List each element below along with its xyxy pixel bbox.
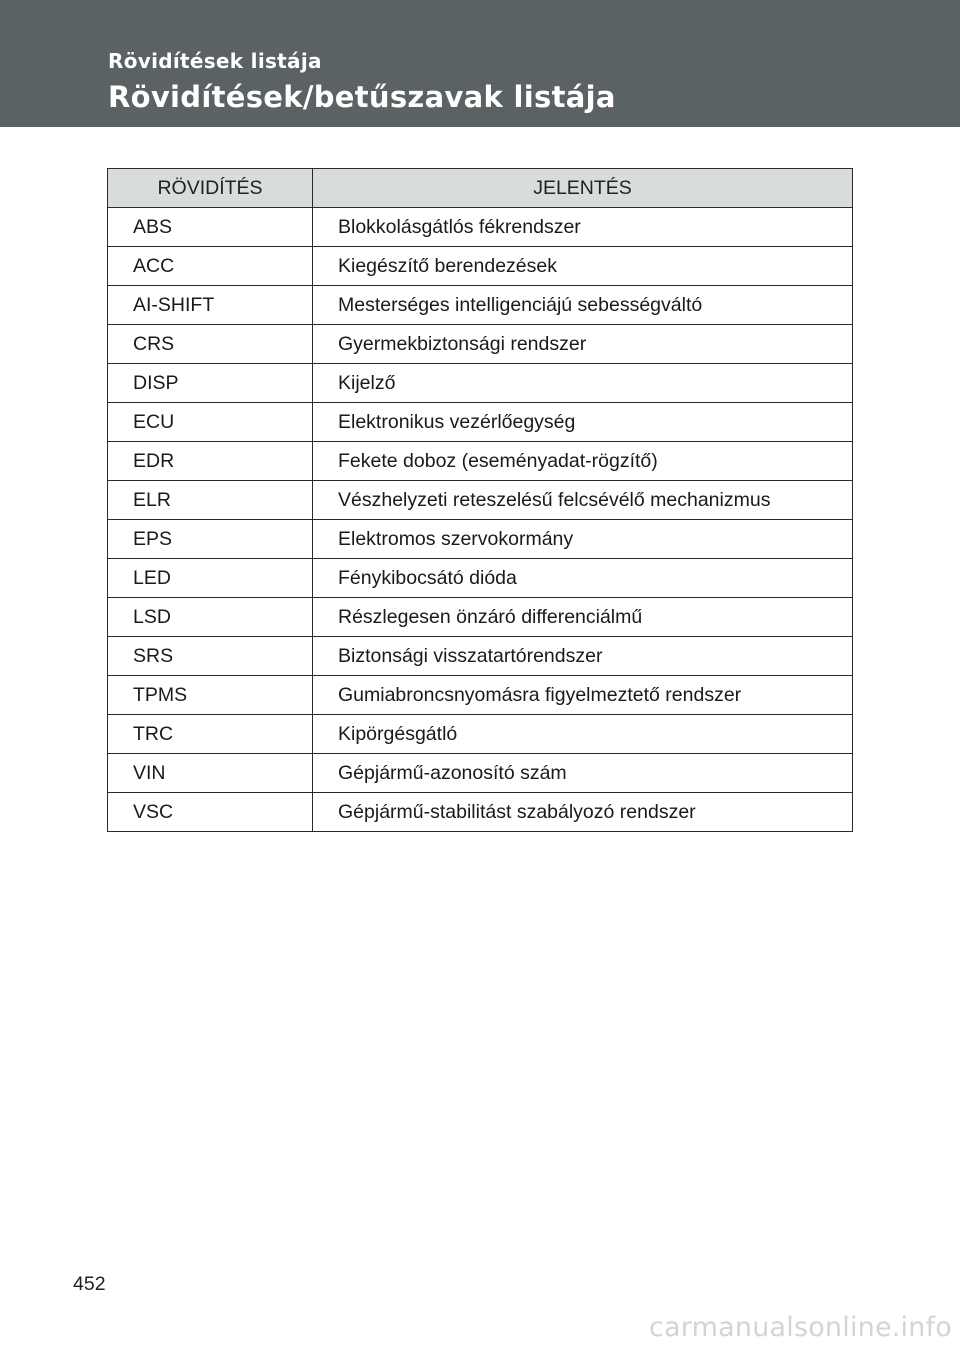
abbreviation-cell: ACC	[108, 247, 313, 286]
table-row	[108, 559, 853, 598]
table-row	[108, 442, 853, 481]
abbreviation-cell: DISP	[108, 364, 313, 403]
table-row	[108, 715, 853, 754]
abbreviation-cell: ABS	[108, 208, 313, 247]
table-row	[108, 364, 853, 403]
abbreviation-cell: VIN	[108, 754, 313, 793]
table-row	[108, 637, 853, 676]
meaning-cell: Biztonsági visszatartórendszer	[313, 637, 853, 676]
meaning-cell: Kijelző	[313, 364, 853, 403]
abbreviation-cell: ECU	[108, 403, 313, 442]
abbreviation-cell: LED	[108, 559, 313, 598]
abbreviation-table	[107, 168, 853, 832]
meaning-cell: Kipörgésgátló	[313, 715, 853, 754]
table-header-row	[108, 169, 853, 208]
page-title: Rövidítések/betűszavak listája	[108, 80, 616, 114]
page-number: 452	[73, 1273, 106, 1295]
meaning-cell: Gyermekbiztonsági rendszer	[313, 325, 853, 364]
meaning-cell: Elektronikus vezérlőegység	[313, 403, 853, 442]
abbreviation-cell: TRC	[108, 715, 313, 754]
abbreviation-cell: AI-SHIFT	[108, 286, 313, 325]
table-row	[108, 247, 853, 286]
abbreviation-cell: VSC	[108, 793, 313, 832]
table-row	[108, 403, 853, 442]
abbreviation-cell: TPMS	[108, 676, 313, 715]
abbreviation-cell: ELR	[108, 481, 313, 520]
meaning-cell: Kiegészítő berendezések	[313, 247, 853, 286]
table-row	[108, 325, 853, 364]
meaning-cell: Gumiabroncsnyomásra figyelmeztető rendszer	[313, 676, 853, 715]
meaning-cell: Gépjármű-stabilitást szabályozó rendszer	[313, 793, 853, 832]
meaning-cell: Blokkolásgátlós fékrendszer	[313, 208, 853, 247]
meaning-cell: Elektromos szervokormány	[313, 520, 853, 559]
meaning-cell: Részlegesen önzáró differenciálmű	[313, 598, 853, 637]
abbreviation-cell: EDR	[108, 442, 313, 481]
table-row	[108, 676, 853, 715]
table-row	[108, 793, 853, 832]
meaning-cell: Gépjármű-azonosító szám	[313, 754, 853, 793]
meaning-cell: Fénykibocsátó dióda	[313, 559, 853, 598]
meaning-cell: Vészhelyzeti reteszelésű felcsévélő mechanizmus	[313, 481, 853, 520]
meaning-cell: Mesterséges intelligenciájú sebességváltó	[313, 286, 853, 325]
table-row	[108, 598, 853, 637]
abbreviation-cell: LSD	[108, 598, 313, 637]
section-label: Rövidítések listája	[108, 49, 322, 73]
column-header-meaning: JELENTÉS	[313, 169, 853, 208]
table-row	[108, 481, 853, 520]
abbreviation-cell: SRS	[108, 637, 313, 676]
table-row	[108, 208, 853, 247]
table-row	[108, 754, 853, 793]
abbreviation-cell: EPS	[108, 520, 313, 559]
watermark: carmanualsonline.info	[649, 1312, 952, 1343]
table-row	[108, 286, 853, 325]
table-row	[108, 520, 853, 559]
abbreviation-cell: CRS	[108, 325, 313, 364]
column-header-abbreviation: RÖVIDÍTÉS	[108, 169, 313, 208]
meaning-cell: Fekete doboz (eseményadat-rögzítő)	[313, 442, 853, 481]
header-band	[0, 0, 960, 127]
